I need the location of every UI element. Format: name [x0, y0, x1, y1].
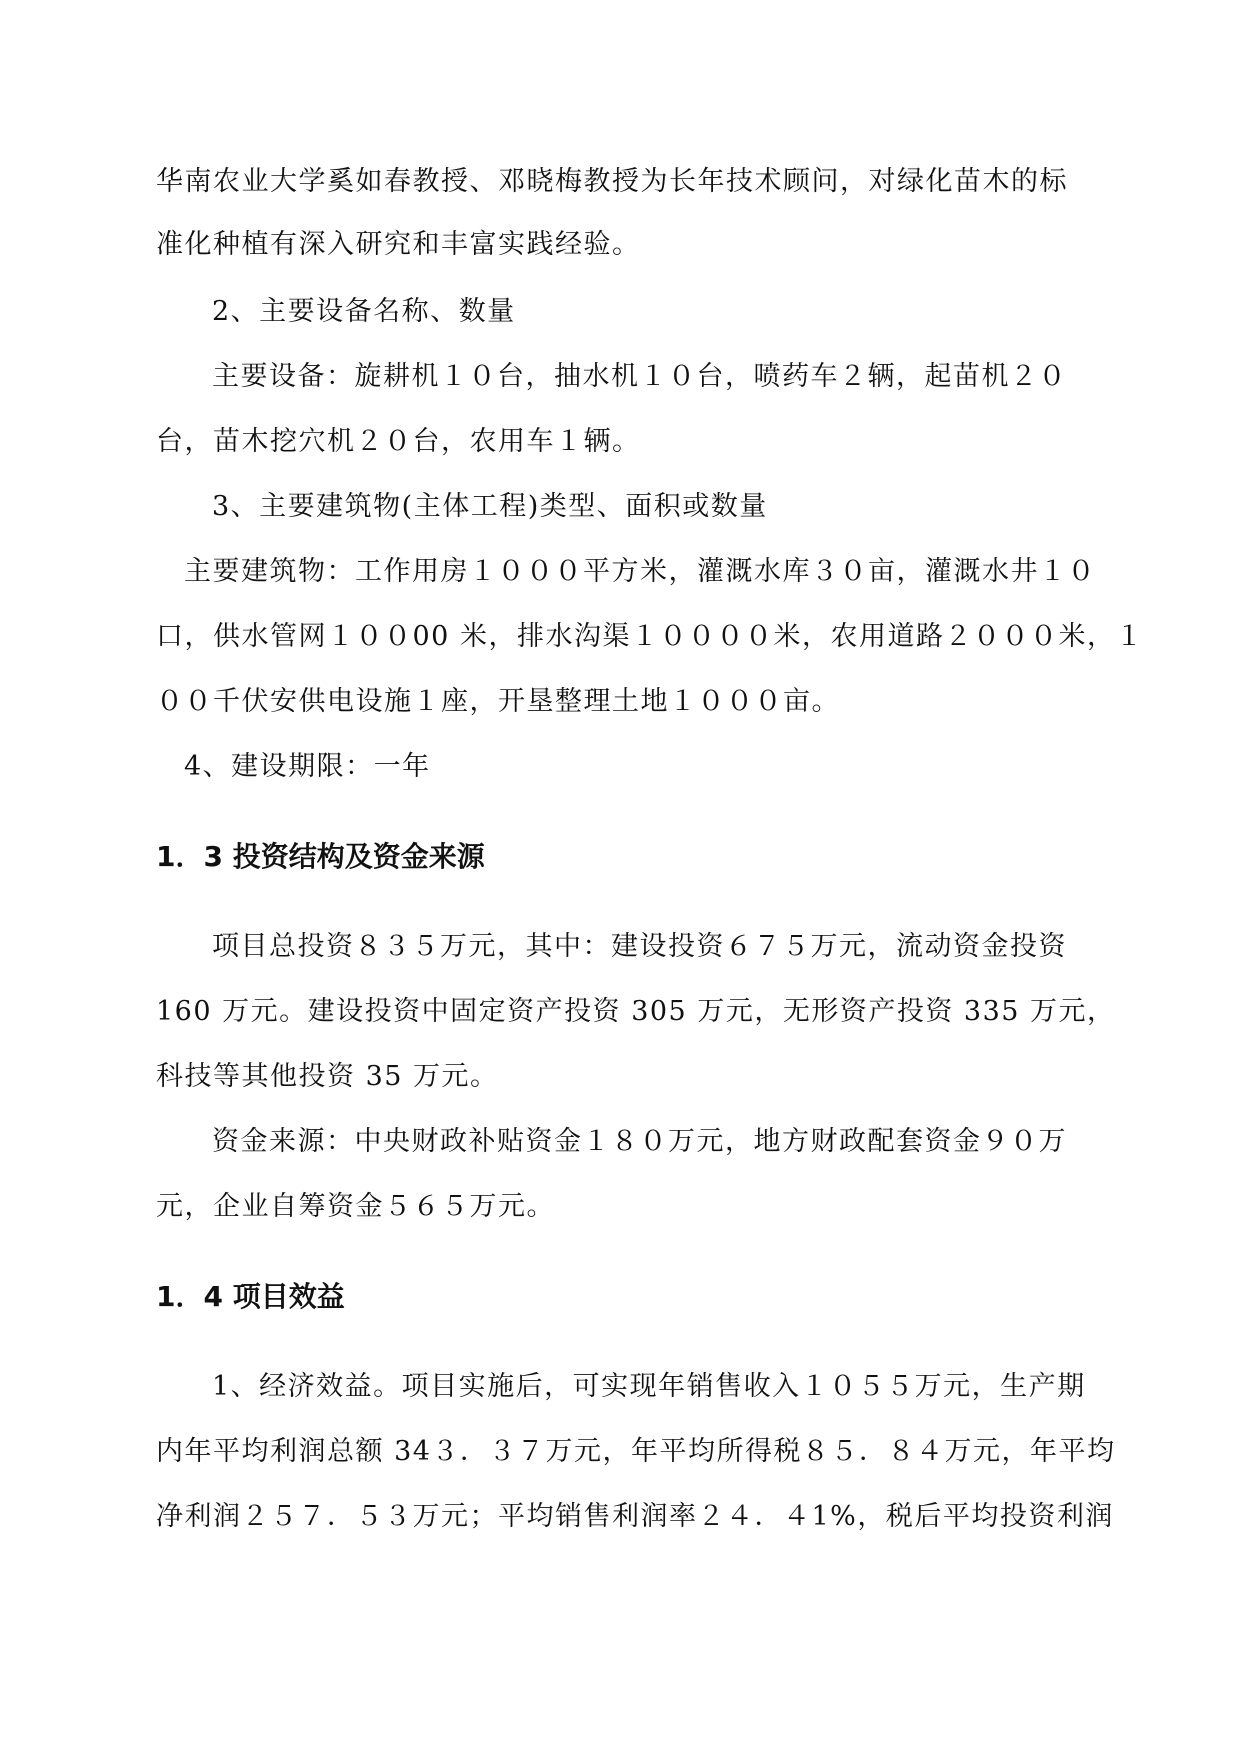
- paragraph-line: 准化种植有深入研究和丰富实践经验。: [156, 229, 641, 260]
- paragraph-line: 主要设备：旋耕机１０台，抽水机１０台，喷药车２辆，起苗机２０: [212, 361, 1067, 392]
- paragraph-line: 台，苗木挖穴机２０台，农用车１辆。: [156, 426, 641, 457]
- paragraph-line: 净利润２５７．５３万元；平均销售利润率２４．４1%，税后平均投资利润: [156, 1501, 1114, 1532]
- list-item-equipment-title: 2、主要设备名称、数量: [212, 296, 516, 327]
- paragraph-line: 项目总投资８３５万元，其中：建设投资６７５万元，流动资金投资: [212, 931, 1067, 962]
- paragraph-line: 口，供水管网１００00 米，排水沟渠１００００米，农用道路２０００米，１: [156, 621, 1144, 652]
- section-heading-benefits: 1．4 项目效益: [156, 1280, 345, 1313]
- paragraph-line: ００千伏安供电设施１座，开垦整理土地１０００亩。: [156, 686, 840, 717]
- paragraph-line: 1、经济效益。项目实施后，可实现年销售收入１０５５万元，生产期: [212, 1371, 1086, 1402]
- list-item-buildings-title: 3、主要建筑物(主体工程)类型、面积或数量: [212, 491, 768, 522]
- paragraph-line: 科技等其他投资 35 万元。: [156, 1061, 499, 1092]
- paragraph-line: 元，企业自筹资金５６５万元。: [156, 1191, 555, 1222]
- section-heading-investment: 1．3 投资结构及资金来源: [156, 840, 485, 873]
- paragraph-line: 主要建筑物：工作用房１０００平方米，灌溉水库３０亩，灌溉水井１０: [184, 556, 1096, 587]
- paragraph-line: 160 万元。建设投资中固定资产投资 305 万元，无形资产投资 335 万元，: [156, 996, 1116, 1027]
- list-item-construction-period: 4、建设期限：一年: [184, 751, 431, 782]
- paragraph-line: 华南农业大学奚如春教授、邓晓梅教授为长年技术顾问，对绿化苗木的标: [156, 166, 1068, 197]
- paragraph-line: 资金来源：中央财政补贴资金１８０万元，地方财政配套资金９０万: [212, 1126, 1067, 1157]
- paragraph-line: 内年平均利润总额 34３．３７万元，年平均所得税８５．８４万元，年平均: [156, 1436, 1116, 1467]
